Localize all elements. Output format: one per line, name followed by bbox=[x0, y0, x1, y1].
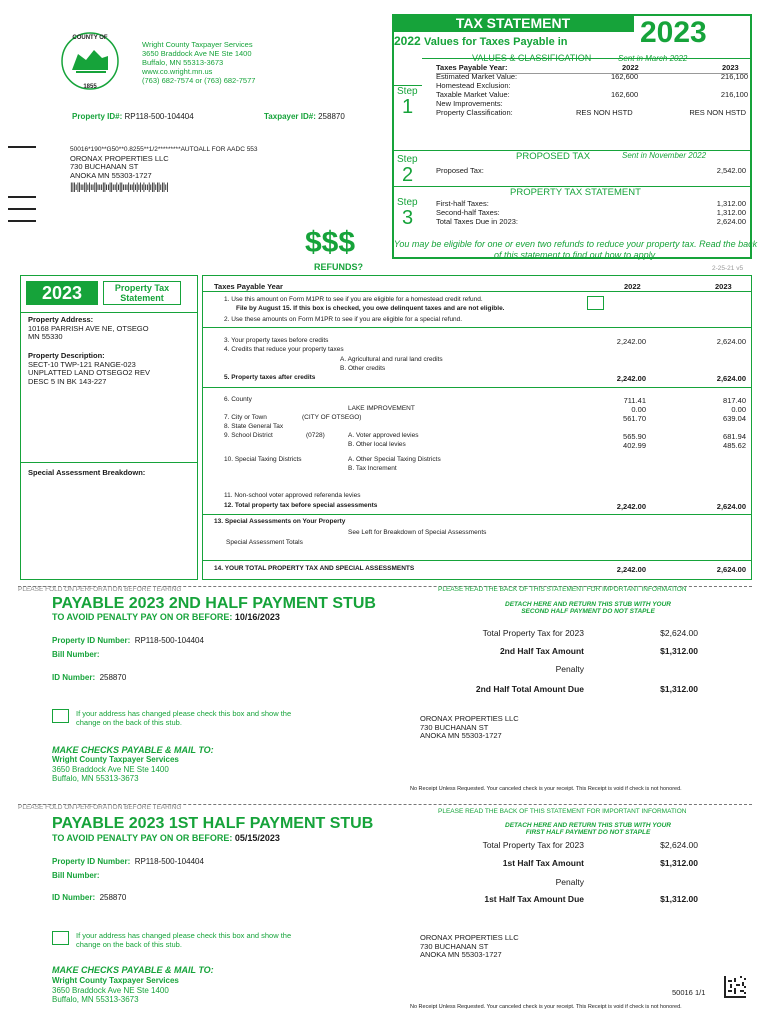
fold-mark bbox=[8, 196, 36, 198]
detail-head: Taxes Payable Year bbox=[214, 282, 283, 291]
tax-statement-title: TAX STATEMENT bbox=[392, 14, 634, 32]
sender-phone: (763) 682-7574 or (763) 682-7577 bbox=[142, 76, 256, 85]
stub1-make-checks: MAKE CHECKS PAYABLE & MAIL TO: bbox=[52, 965, 214, 975]
stub1-total: $2,624.00 bbox=[660, 840, 698, 850]
refund-message: You may be eligible for one or even two refunds to reduce your property tax. Read the back of this statement to find out how to apply. bbox=[393, 239, 758, 260]
stub1-title: PAYABLE 2023 1ST HALF PAYMENT STUB bbox=[52, 815, 374, 832]
line14-2023: 2,624.00 bbox=[716, 565, 746, 574]
stub2-pay-to: Wright County Taxpayer Services 3650 Braddock Ave NE Ste 1400 Buffalo, MN 55313-3673 bbox=[52, 755, 179, 783]
stub2-owner: ORONAX PROPERTIES LLC 730 BUCHANAN ST ANOKA MN 55303-1727 bbox=[420, 714, 519, 740]
table-row: First-half Taxes: 1,312.00 bbox=[436, 199, 746, 208]
step2-label: Step bbox=[397, 154, 418, 165]
step1-col2: 2023 bbox=[722, 63, 739, 72]
stub1-address-note: If your address has changed please check this box and show the change on the back of this stub. bbox=[76, 931, 292, 949]
stub1-penalty: TO AVOID PENALTY PAY ON OR BEFORE: 05/15/2023 bbox=[52, 833, 280, 843]
read-back-note: PLEASE READ THE BACK OF THIS STATEMENT FOR IMPORTANT INFORMATION bbox=[438, 586, 687, 593]
table-row: Estimated Market Value: 162,600 216,100 bbox=[436, 72, 748, 81]
line9b-2022: 402.99 bbox=[623, 441, 646, 450]
line7-2023: 639.04 bbox=[723, 414, 746, 423]
line4a-label: A. Agricultural and rural land credits bbox=[340, 356, 443, 363]
svg-text:1855: 1855 bbox=[83, 84, 97, 90]
stub2-idn: ID Number: 258870 bbox=[52, 673, 127, 682]
line7-label: 7. City or Town bbox=[224, 414, 267, 421]
datamatrix-code bbox=[724, 976, 746, 998]
step1-table bbox=[436, 73, 748, 118]
property-description: Property Description: SECT-10 TWP-121 RANGE-023 UNPLATTED LAND OTSEGO2 REV DESC 5 IN BK 143-227 bbox=[28, 351, 150, 386]
step3-heading: PROPERTY TAX STATEMENT bbox=[510, 187, 641, 198]
line14-2022: 2,242.00 bbox=[616, 565, 646, 574]
line9-label: 9. School District bbox=[224, 432, 273, 439]
refunds-label: REFUNDS? bbox=[314, 262, 363, 272]
line2: 2. Use these amounts on Form M1PR to see if you are eligible for a special refund. bbox=[224, 316, 463, 323]
stub1-due-label: 1st Half Tax Amount Due bbox=[484, 894, 584, 904]
form-code: 2-25-21 v5 bbox=[712, 265, 744, 272]
detail-col1: 2022 bbox=[624, 282, 641, 291]
svg-text:COUNTY OF: COUNTY OF bbox=[72, 35, 108, 41]
proposed-tax-value: 2,542.00 bbox=[716, 166, 746, 175]
stub2-make-checks: MAKE CHECKS PAYABLE & MAIL TO: bbox=[52, 745, 214, 755]
table-row: Homestead Exclusion: bbox=[436, 81, 511, 90]
divider bbox=[20, 462, 198, 463]
stub1-receipt-note: No Receipt Unless Requested. Your canceled check is your receipt. This Receipt is void if check is not honored. bbox=[410, 1004, 682, 1010]
stub1-address-checkbox[interactable] bbox=[52, 931, 69, 945]
stub1-pay-to: Wright County Taxpayer Services 3650 Braddock Ave NE Ste 1400 Buffalo, MN 55313-3673 bbox=[52, 976, 179, 1004]
values-line: 2022 Values for Taxes Payable in bbox=[394, 34, 568, 48]
step1-number: 1 bbox=[402, 96, 414, 118]
table-row: Property Classification: RES NON HSTD RES NON HSTD bbox=[436, 108, 746, 117]
taxpayer-id: Taxpayer ID#: 258870 bbox=[264, 112, 345, 121]
step3-table bbox=[436, 200, 746, 227]
line5-2023: 2,624.00 bbox=[716, 374, 746, 383]
line13-totals: Special Assessment Totals bbox=[226, 539, 303, 546]
stub2-detach: DETACH HERE AND RETURN THIS STUB WITH YOUR SECOND HALF PAYMENT DO NOT STAPLE bbox=[505, 601, 671, 615]
stub2-penalty: TO AVOID PENALTY PAY ON OR BEFORE: 10/16/2023 bbox=[52, 612, 280, 622]
divider bbox=[202, 387, 752, 388]
line12-2022: 2,242.00 bbox=[616, 502, 646, 511]
line10-label: 10. Special Taxing Districts bbox=[224, 456, 302, 463]
line4b-label: B. Other credits bbox=[340, 365, 386, 372]
stub2-due-label: 2nd Half Total Amount Due bbox=[475, 684, 584, 694]
stub2-half-label: 2nd Half Tax Amount bbox=[499, 646, 584, 656]
line9a-2023: 681.94 bbox=[723, 432, 746, 441]
sender-line: Buffalo, MN 55313-3673 bbox=[142, 58, 224, 67]
line7-city: (CITY OF OTSEGO) bbox=[302, 414, 362, 421]
step1-sent: Sent in March 2022 bbox=[618, 54, 688, 63]
stub2-bill: Bill Number: bbox=[52, 650, 100, 659]
step2-sent: Sent in November 2022 bbox=[622, 151, 707, 160]
step1-col-head: Taxes Payable Year: bbox=[436, 63, 508, 72]
line3-2023: 2,624.00 bbox=[716, 337, 746, 346]
line9a-2022: 565.90 bbox=[623, 432, 646, 441]
table-row: Total Taxes Due in 2023: 2,624.00 bbox=[436, 217, 746, 226]
line7-2022: 561.70 bbox=[623, 414, 646, 423]
stub1-total-label: Total Property Tax for 2023 bbox=[482, 840, 584, 850]
stub1-detach: DETACH HERE AND RETURN THIS STUB WITH YOUR FIRST HALF PAYMENT DO NOT STAPLE bbox=[505, 822, 671, 836]
lake-2022: 0.00 bbox=[631, 405, 646, 414]
table-row: Second-half Taxes: 1,312.00 bbox=[436, 208, 746, 217]
line10b-label: B. Tax Increment bbox=[348, 465, 397, 472]
panel-year: 2023 bbox=[26, 281, 98, 305]
divider bbox=[20, 312, 198, 313]
step2-number: 2 bbox=[402, 164, 414, 186]
line6-2023: 817.40 bbox=[723, 396, 746, 405]
panel-title: Property Tax Statement bbox=[103, 281, 181, 305]
stub2-total-label: Total Property Tax for 2023 bbox=[482, 628, 584, 638]
stub1-idn: ID Number: 258870 bbox=[52, 893, 127, 902]
lake-2023: 0.00 bbox=[731, 405, 746, 414]
line3-label: 3. Your property taxes before credits bbox=[224, 337, 329, 344]
fold-mark bbox=[8, 208, 36, 210]
property-address: Property Address: 10168 PARRISH AVE NE, OTSEGO MN 55330 bbox=[28, 315, 149, 341]
lake-label: LAKE IMPROVEMENT bbox=[348, 405, 415, 412]
stub1-due: $1,312.00 bbox=[660, 894, 698, 904]
stub1-half: $1,312.00 bbox=[660, 858, 698, 868]
line1a: 1. Use this amount on Form M1PR to see if you are eligible for a homestead credit refund. bbox=[224, 296, 483, 303]
line9b-2023: 485.62 bbox=[723, 441, 746, 450]
property-id: Property ID#: RP118-500-104404 bbox=[72, 112, 194, 121]
step3-number: 3 bbox=[402, 207, 414, 229]
line9a-label: A. Voter approved levies bbox=[348, 432, 419, 439]
sender-line: Wright County Taxpayer Services bbox=[142, 40, 253, 49]
line10a-label: A. Other Special Taxing Districts bbox=[348, 456, 441, 463]
line4-label: 4. Credits that reduce your property taxes bbox=[224, 346, 344, 353]
line3-2022: 2,242.00 bbox=[616, 337, 646, 346]
statement-year: 2023 bbox=[640, 16, 707, 49]
stub1-owner: ORONAX PROPERTIES LLC 730 BUCHANAN ST ANOKA MN 55303-1727 bbox=[420, 933, 519, 959]
stub2-due: $1,312.00 bbox=[660, 684, 698, 694]
stub2-half: $1,312.00 bbox=[660, 646, 698, 656]
divider bbox=[392, 85, 422, 86]
line8-label: 8. State General Tax bbox=[224, 423, 284, 430]
stub2-penalty-label: Penalty bbox=[555, 664, 584, 674]
stub2-total: $2,624.00 bbox=[660, 628, 698, 638]
line12-2023: 2,624.00 bbox=[716, 502, 746, 511]
line6-2022: 711.41 bbox=[623, 396, 646, 405]
step3-label: Step bbox=[397, 197, 418, 208]
stub1-bill: Bill Number: bbox=[52, 871, 100, 880]
stub1-pid: Property ID Number: RP118-500-104404 bbox=[52, 857, 204, 866]
line11-label: 11. Non-school voter approved referenda levies bbox=[224, 492, 361, 499]
stub2-address-note: If your address has changed please check this box and show the change on the back of this stub. bbox=[76, 709, 292, 727]
table-row: New Improvements: bbox=[436, 99, 503, 108]
divider bbox=[202, 327, 752, 328]
stub2-address-checkbox[interactable] bbox=[52, 709, 69, 723]
divider bbox=[202, 560, 752, 561]
line9-district: (0728) bbox=[306, 432, 325, 439]
fold-note: PLEASE FOLD ON PERFORATION BEFORE TEARING bbox=[18, 586, 182, 593]
fold-note: PLEASE FOLD ON PERFORATION BEFORE TEARING bbox=[18, 804, 182, 811]
fold-mark bbox=[8, 146, 36, 148]
postal-barcode: |||ı||ıı||ı|ıı||ııı||ıı||ıı|ı||ııı|ıı|ı|ı|ı|ıı|ı||ı||ı||ı| bbox=[70, 182, 168, 193]
stub2-pid: Property ID Number: RP118-500-104404 bbox=[52, 636, 204, 645]
mailing-address: 50016*190**G50**0.8255**1/2*********AUTOALL FOR AADC 553 ORONAX PROPERTIES LLC 730 BUCHANAN ST ANOKA MN 55303-1727 bbox=[70, 146, 258, 180]
stub1-page-code: 50016 1/1 bbox=[672, 988, 706, 997]
sender-website[interactable]: www.co.wright.mn.us bbox=[142, 67, 213, 76]
sender-address bbox=[142, 40, 255, 85]
step1-label: Step bbox=[397, 86, 418, 97]
line6-label: 6. County bbox=[224, 396, 252, 403]
fold-mark bbox=[8, 220, 36, 222]
step2-heading: PROPOSED TAX bbox=[516, 151, 591, 162]
sender-line: 3650 Braddock Ave NE Ste 1400 bbox=[142, 49, 252, 58]
refunds-symbol: $$$ bbox=[305, 226, 356, 259]
delinquent-checkbox bbox=[587, 296, 604, 310]
stub2-title: PAYABLE 2023 2ND HALF PAYMENT STUB bbox=[52, 595, 376, 612]
step1-col1: 2022 bbox=[622, 63, 639, 72]
proposed-tax-label: Proposed Tax: bbox=[436, 166, 484, 175]
county-seal bbox=[50, 30, 130, 92]
table-row: Taxable Market Value: 162,600 216,100 bbox=[436, 90, 748, 99]
line5-label: 5. Property taxes after credits bbox=[224, 374, 316, 381]
step1-heading: VALUES & CLASSIFICATION bbox=[472, 53, 592, 63]
stub1-penalty-label: Penalty bbox=[555, 877, 584, 887]
stub1-half-label: 1st Half Tax Amount bbox=[502, 858, 584, 868]
divider bbox=[202, 291, 752, 292]
divider bbox=[202, 514, 752, 515]
line14-label: 14. YOUR TOTAL PROPERTY TAX AND SPECIAL ASSESSMENTS bbox=[214, 565, 415, 572]
detail-col2: 2023 bbox=[715, 282, 732, 291]
line12-label: 12. Total property tax before special assessments bbox=[224, 502, 378, 509]
line1b: File by August 15. If this box is checked, you owe delinquent taxes and are not eligible. bbox=[236, 305, 505, 312]
line5-2022: 2,242.00 bbox=[616, 374, 646, 383]
stub2-receipt-note: No Receipt Unless Requested. Your canceled check is your receipt. This Receipt is void if check is not honored. bbox=[410, 786, 682, 792]
special-assessment-label: Special Assessment Breakdown: bbox=[28, 468, 146, 477]
line13-label: 13. Special Assessments on Your Property bbox=[214, 518, 346, 525]
line13-note: See Left for Breakdown of Special Assessments bbox=[348, 529, 487, 536]
read-back-note: PLEASE READ THE BACK OF THIS STATEMENT FOR IMPORTANT INFORMATION bbox=[438, 808, 687, 815]
line9b-label: B. Other local levies bbox=[348, 441, 406, 448]
